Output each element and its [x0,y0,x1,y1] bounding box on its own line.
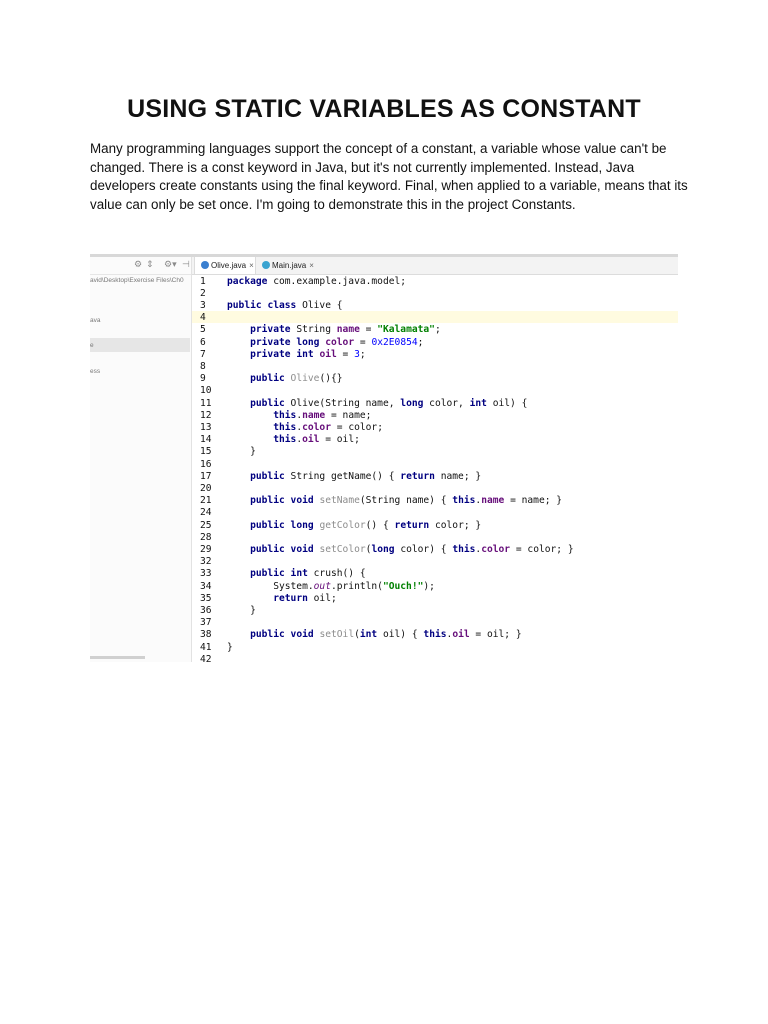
code-line[interactable]: this.color = color; [273,421,383,433]
code-line[interactable]: public void setColor(long color) { this.color = color; } [250,543,574,555]
project-item[interactable]: ava [90,317,101,324]
code-line[interactable]: this.name = name; [273,409,372,421]
code-line[interactable]: public void setOil(int oil) { this.oil = oil; } [250,629,522,641]
code-line[interactable]: this.oil = oil; [273,434,360,446]
line-number: 24 [200,507,212,519]
page-title: USING STATIC VARIABLES AS CONSTANT [127,95,641,123]
editor-tabs [192,257,678,275]
code-line[interactable]: public long getColor() { return color; } [250,519,482,531]
tab-label: Olive.java [211,261,247,270]
line-number: 17 [200,470,212,482]
code-line[interactable]: } [227,604,256,616]
code-line[interactable]: private int oil = 3; [250,348,366,360]
line-number: 7 [200,348,206,360]
gear-dropdown-icon[interactable]: ⚙▾ [164,260,177,270]
line-number: 9 [200,373,206,385]
collapse-icon[interactable]: ⇕ [146,260,154,270]
line-number: 35 [200,592,212,604]
line-number: 41 [200,641,212,653]
ide-screenshot [90,254,678,662]
code-line[interactable]: public Olive(){} [250,373,343,385]
settings-gear-icon[interactable]: ⚙ [134,260,143,270]
code-line[interactable]: public void setName(String name) { this.name = name; } [250,495,563,507]
line-number: 4 [200,312,206,324]
code-line[interactable]: public String getName() { return name; } [250,470,482,482]
line-number: 38 [200,629,212,641]
code-line[interactable]: public class Olive { [227,299,343,311]
line-number: 3 [200,299,206,311]
tab-olive-java[interactable] [194,257,256,274]
code-line[interactable]: } [227,641,233,653]
java-main-class-icon [262,261,270,269]
line-number: 36 [200,604,212,616]
line-number: 20 [200,482,212,494]
line-number: 11 [200,397,212,409]
line-number: 32 [200,556,212,568]
code-line[interactable]: package com.example.java.model; [227,275,407,287]
code-line[interactable]: return oil; [273,592,337,604]
close-icon[interactable]: × [249,261,254,270]
line-number: 16 [200,458,212,470]
horizontal-scrollbar[interactable] [90,656,145,659]
code-line[interactable]: public int crush() { [250,568,366,580]
line-number: 25 [200,519,212,531]
project-path: avid\Desktop\Exercise Files\Ch0 [90,277,184,284]
line-number: 37 [200,617,212,629]
java-class-icon [201,261,209,269]
project-panel [90,257,192,662]
line-number: 29 [200,543,212,555]
line-number: 13 [200,421,212,433]
line-number: 21 [200,495,212,507]
caret-line-highlight [192,311,678,323]
line-number: 33 [200,568,212,580]
line-number: 15 [200,446,212,458]
line-number: 12 [200,409,212,421]
project-item[interactable]: ess [90,368,101,375]
code-line[interactable]: public Olive(String name, long color, int oil) { [250,397,528,409]
line-number: 5 [200,324,206,336]
line-number: 34 [200,580,212,592]
intro-paragraph: Many programming languages support the concept of a constant, a variable whose value can't be changed. There is a const keyword in Java, but it's not currently implemented. Instead, Java developers create constants using the final keyword. Final, when applied to a variable, means that its value can only be set once. I'm going to demonstrate this in the project Constants. [90,141,688,212]
tab-main-java[interactable] [256,257,316,274]
project-selection [90,338,190,352]
code-line[interactable]: private long color = 0x2E0854; [250,336,424,348]
project-toolbar [90,257,191,275]
line-number: 28 [200,531,212,543]
code-line[interactable]: private String name = "Kalamata"; [250,324,441,336]
line-number: 14 [200,434,212,446]
close-icon[interactable]: × [309,261,314,270]
code-line[interactable]: System.out.println("Ouch!"); [227,580,435,592]
line-number: 42 [200,653,212,662]
tab-label: Main.java [272,261,307,270]
project-item[interactable]: e [90,342,94,349]
code-line[interactable]: } [227,446,256,458]
line-number: 1 [200,275,206,287]
line-number: 8 [200,360,206,372]
line-number: 10 [200,385,212,397]
line-number: 2 [200,287,206,299]
hide-icon[interactable]: ⊣ [182,260,190,270]
line-number: 6 [200,336,206,348]
